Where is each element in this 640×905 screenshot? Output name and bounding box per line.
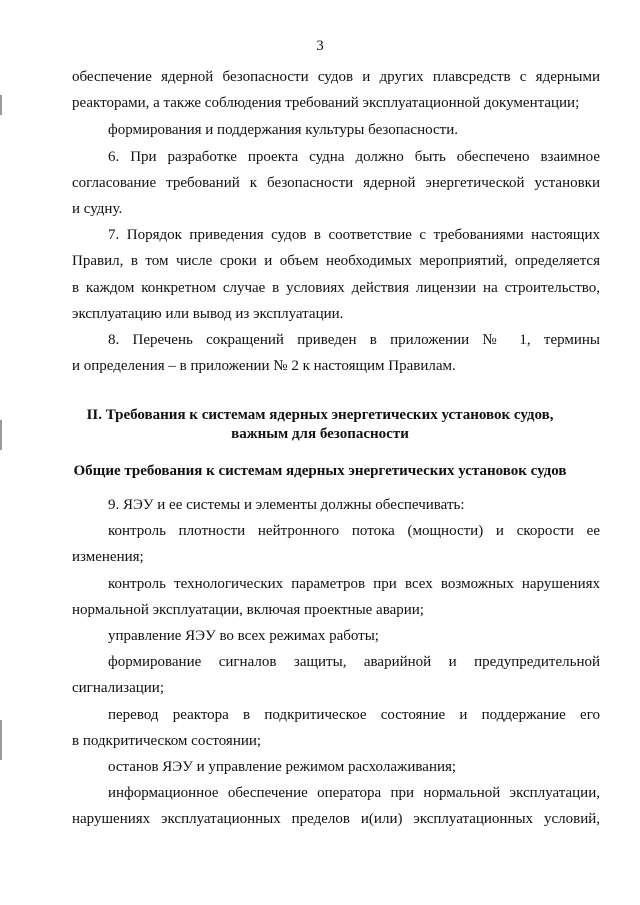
text-line: в каждом конкретном случае в условиях действия лицензии на строительство, <box>72 280 600 296</box>
text-line: согласование требований к безопасности ядерной энергетической установки <box>72 175 600 191</box>
scan-edge-mark <box>0 95 2 115</box>
text-line: останов ЯЭУ и управление режимом расхолаживания; <box>108 759 457 775</box>
scan-edge-mark <box>0 420 2 450</box>
text-line: формирование сигналов защиты, аварийной и предупредительной <box>108 654 600 670</box>
text-line: перевод реактора в подкритическое состояние и поддержание его <box>108 707 600 723</box>
text-line: Правил, в том числе сроки и объем необходимых мероприятий, определяется <box>72 253 600 269</box>
text-line: сигнализации; <box>72 680 164 696</box>
section-title: II. Требования к системам ядерных энергетических установок судов, <box>86 407 554 423</box>
text-line: изменения; <box>72 549 144 565</box>
section-title-continued: важным для безопасности <box>231 426 409 442</box>
text-line: 6. При разработке проекта судна должно быть обеспечено взаимное <box>108 149 600 165</box>
text-line: и определения – в приложении № 2 к настоящим Правилам. <box>72 358 456 374</box>
text-line: 9. ЯЭУ и ее системы и элементы должны обеспечивать: <box>108 497 465 513</box>
text-line: контроль технологических параметров при всех возможных нарушениях <box>108 576 600 592</box>
text-line: в подкритическом состоянии; <box>72 733 262 749</box>
page-number: 3 <box>316 38 324 54</box>
text-line: формирования и поддержания культуры безопасности. <box>108 122 458 138</box>
text-line: управление ЯЭУ во всех режимах работы; <box>108 628 379 644</box>
text-line: реакторами, а также соблюдения требований эксплуатационной документации; <box>72 95 580 111</box>
text-line: информационное обеспечение оператора при нормальной эксплуатации, <box>108 785 600 801</box>
scan-edge-mark <box>0 720 2 760</box>
text-line: контроль плотности нейтронного потока (мощности) и скорости ее <box>108 523 600 539</box>
text-line: нормальной эксплуатации, включая проектные аварии; <box>72 602 424 618</box>
section-subtitle: Общие требования к системам ядерных энергетических установок судов <box>73 463 567 479</box>
text-line: 7. Порядок приведения судов в соответствие с требованиями настоящих <box>108 227 600 243</box>
text-line: и судну. <box>72 201 123 217</box>
text-line: 8. Перечень сокращений приведен в приложении № 1, термины <box>108 332 600 348</box>
text-line: эксплуатацию или вывод из эксплуатации. <box>72 306 344 322</box>
text-line: обеспечение ядерной безопасности судов и других плавсредств с ядерными <box>72 69 600 85</box>
text-line: нарушениях эксплуатационных пределов и(или) эксплуатационных условий, <box>72 811 600 827</box>
